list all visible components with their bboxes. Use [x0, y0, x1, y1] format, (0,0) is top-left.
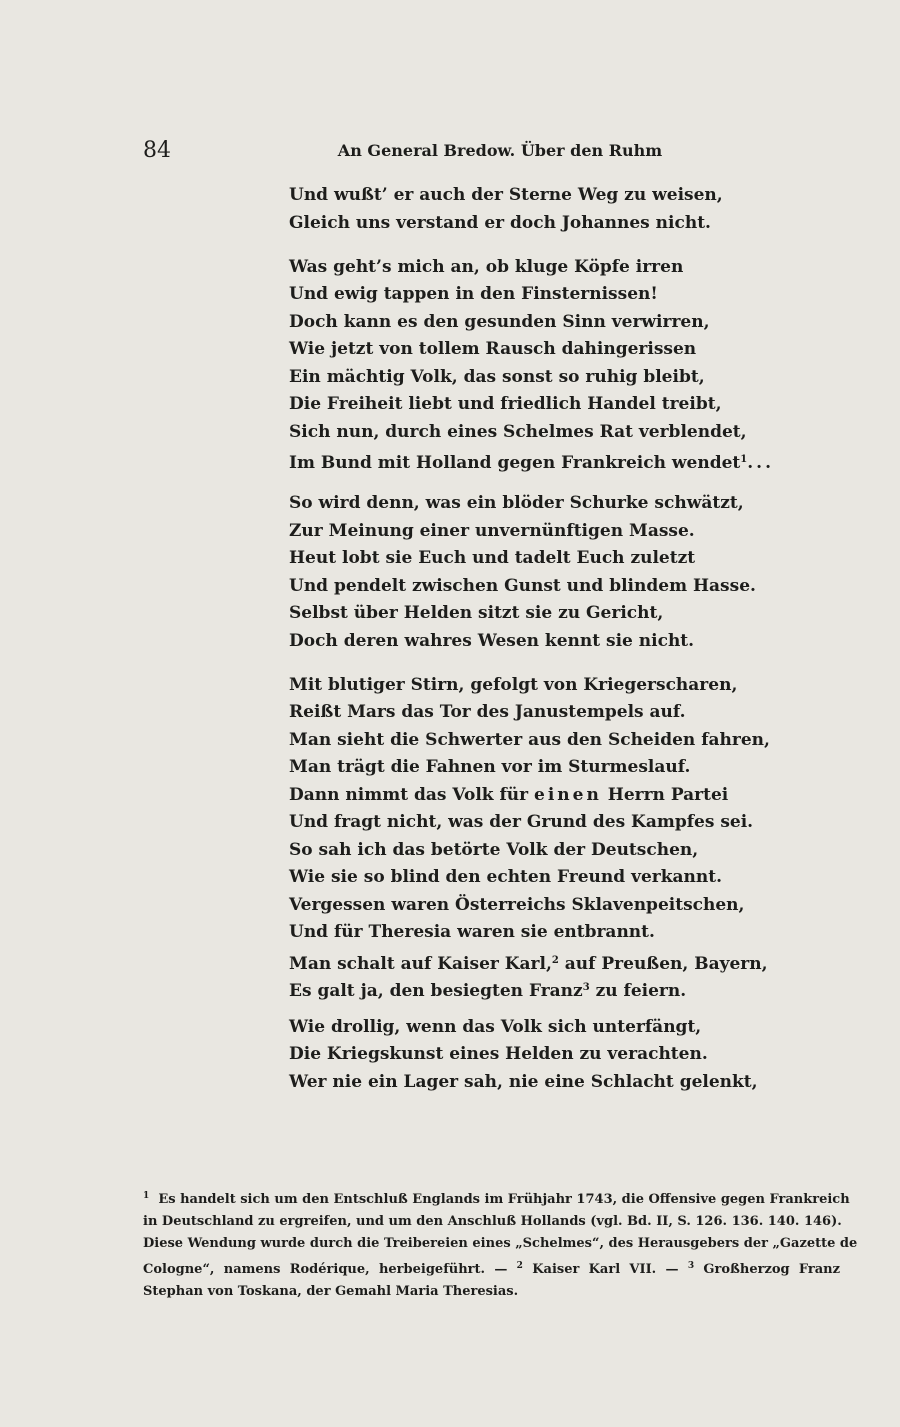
verse-line: Was geht’s mich an, ob kluge Köpfe irren: [289, 256, 684, 277]
footnote-ref: 1: [740, 454, 748, 465]
verse-line: Zur Meinung einer unvernünftigen Masse.: [289, 520, 695, 541]
verse-line: So sah ich das betörte Volk der Deutschen,: [289, 839, 699, 860]
verse-line: Sich nun, durch eines Schelmes Rat verblendet,: [289, 421, 747, 442]
page-number: 84: [143, 138, 171, 163]
verse-line: Wie sie so blind den echten Freund verkannt.: [289, 867, 723, 887]
verse-text: Man schalt auf Kaiser Karl,: [289, 953, 552, 974]
verse-line: Und wußt’ er auch der Sterne Weg zu weisen,: [289, 185, 723, 205]
verse-line: Ein mächtig Volk, das sonst so ruhig bleibt,: [289, 366, 705, 387]
verse-text: auf Preußen, Bayern,: [558, 953, 768, 974]
footnote-text: Cologne“, namens Rodérique, herbeigeführt. —: [143, 1262, 508, 1277]
verse-line: Mit blutiger Stirn, gefolgt von Kriegerscharen,: [289, 674, 738, 695]
poem: [289, 182, 774, 1096]
verse-line: [289, 782, 759, 810]
verse-line: Heut lobt sie Euch und tadelt Euch zuletzt: [289, 548, 696, 568]
emphasized-word: einen: [534, 784, 602, 805]
footnote-line: [143, 1185, 850, 1211]
verse-text: Es galt ja, den besiegten Franz: [289, 981, 583, 1001]
verse-line: Reißt Mars das Tor des Janustempels auf.: [289, 702, 686, 722]
footnote-marker: 1: [143, 1191, 150, 1201]
stanza-break: [289, 1002, 759, 1014]
verse-text: Dann nimmt das Volk für: [289, 784, 535, 805]
verse-line: Man trägt die Fahnen vor im Sturmeslauf.: [289, 757, 691, 777]
verse-line: Vergessen waren Österreichs Sklavenpeitschen,: [289, 894, 745, 915]
stanza-break: [289, 474, 759, 491]
footnote-text: Kaiser Karl VII. —: [532, 1262, 679, 1277]
verse-line: Wer nie ein Lager sah, nie eine Schlacht gelenkt,: [289, 1071, 758, 1092]
footnote-ref: 2: [551, 954, 559, 966]
stanza-break: [289, 237, 759, 254]
running-head: An General Bredow. Über den Ruhm: [337, 141, 663, 160]
footnote-ref: 3: [582, 982, 590, 993]
footnote-line: in Deutschland zu ergreifen, und um den Anschluß Hollands (vgl. Bd. II, S. 126. 136. 140. 146).: [143, 1214, 842, 1229]
stanza-break: [289, 655, 759, 672]
verse-line: Und fragt nicht, was der Grund des Kampfes sei.: [289, 812, 754, 832]
verse-line: Und pendelt zwischen Gunst und blindem Hasse.: [289, 575, 756, 596]
verse-line: Die Kriegskunst eines Helden zu verachten.: [289, 1044, 708, 1064]
verse-line: [289, 446, 774, 474]
verse-line: Und für Theresia waren sie entbrannt.: [289, 922, 655, 942]
verse-line: Man sieht die Schwerter aus den Scheiden fahren,: [289, 729, 770, 750]
footnote-marker: 2: [516, 1261, 523, 1271]
verse-line: Die Freiheit liebt und friedlich Handel treibt,: [289, 394, 722, 414]
verse-text: Herrn Partei: [601, 784, 729, 805]
footnotes: [143, 1185, 858, 1303]
footnote-line: [143, 1255, 840, 1281]
verse-line: [289, 974, 759, 1002]
verse-line: Wie jetzt von tollem Rausch dahingerissen: [289, 339, 697, 359]
verse-line: Gleich uns verstand er doch Johannes nicht.: [289, 212, 711, 233]
footnote-marker: 3: [687, 1261, 695, 1271]
verse-line: Doch kann es den gesunden Sinn verwirren,: [289, 311, 710, 332]
verse-text: zu feiern.: [589, 981, 687, 1001]
verse-line: Selbst über Helden sitzt sie zu Gericht,: [289, 603, 664, 623]
ellipsis: ...: [747, 453, 774, 473]
footnote-text: Es handelt sich um den Entschluß Englands im Frühjahr 1743, die Offensive gegen Frankreich: [158, 1192, 850, 1207]
verse-line: Wie drollig, wenn das Volk sich unterfängt,: [289, 1016, 702, 1037]
footnote-line: Diese Wendung wurde durch die Treibereien eines „Schelmes“, des Herausgebers der „Gazette de: [143, 1236, 858, 1251]
verse-text: Im Bund mit Holland gegen Frankreich wendet: [289, 453, 741, 473]
verse-line: Doch deren wahres Wesen kennt sie nicht.: [289, 630, 695, 651]
verse-line: Und ewig tappen in den Finsternissen!: [289, 284, 658, 304]
verse-line: So wird denn, was ein blöder Schurke schwätzt,: [289, 493, 744, 513]
footnote-line: Stephan von Toskana, der Gemahl Maria Theresias.: [143, 1284, 519, 1299]
verse-line: [289, 947, 768, 975]
footnote-text: Großherzog Franz: [703, 1262, 840, 1277]
